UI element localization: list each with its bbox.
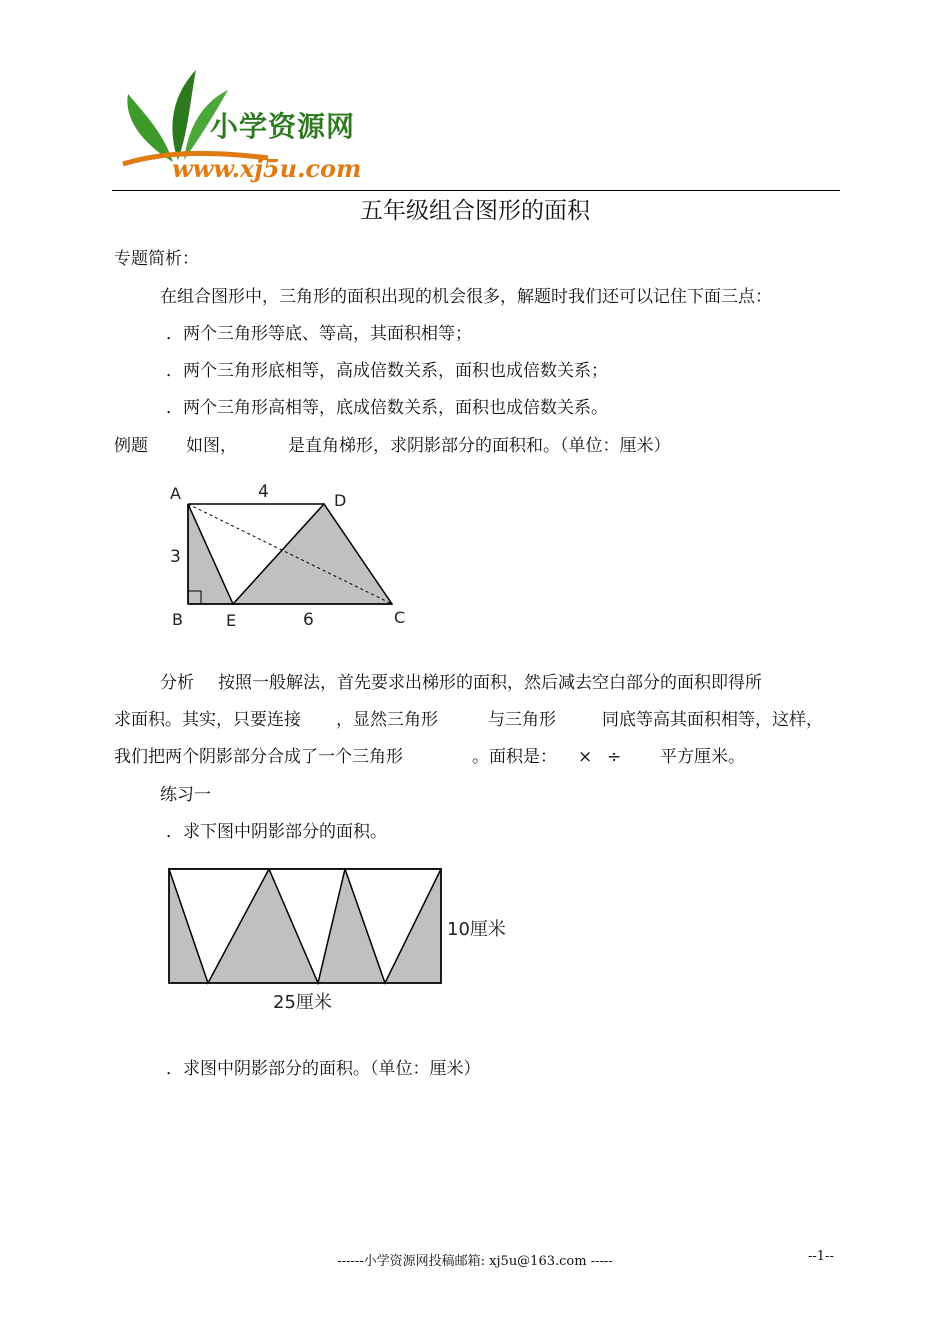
vertex-label-b: B [172, 610, 183, 629]
footer-text: ------小学资源网投稿邮箱: xj5u@163.com ----- [337, 1254, 613, 1269]
top-length-label: 4 [258, 482, 269, 502]
analysis-text: 同底等高其面积相等，这样， [602, 710, 823, 730]
page-number: --1-- [808, 1249, 834, 1264]
intro-point: ．两个三角形等底、等高，其面积相等； [166, 324, 472, 344]
times-sign: × [578, 747, 593, 767]
analysis-text: ，显然三角形 [336, 710, 438, 730]
analysis-text: 求面积。其实，只要连接 [114, 710, 301, 730]
vertex-label-e: E [226, 611, 237, 630]
vertex-label-c: C [394, 608, 406, 627]
example-label: 例题 [114, 436, 148, 456]
height-dimension-label: 10厘米 [447, 919, 506, 940]
example-text: 是直角梯形，求阴影部分的面积和。（单位：厘米） [288, 436, 671, 456]
vertex-label-d: D [334, 491, 347, 510]
divide-sign: ÷ [607, 747, 622, 767]
zigzag-figure [160, 860, 530, 1020]
page-title: 五年级组合图形的面积 [360, 198, 590, 224]
logo-url: www.xj5u.com [172, 154, 362, 183]
analysis-text: 。面积是： [472, 747, 557, 767]
logo-leaf-left [127, 94, 173, 162]
practice-question: ．求图中阴影部分的面积。（单位：厘米） [166, 1059, 481, 1079]
trapezoid-figure [160, 475, 420, 635]
analysis-text: 按照一般解法，首先要求出梯形的面积，然后减去空白部分的面积即得所 [218, 673, 762, 693]
shaded-triangle-right [233, 504, 392, 604]
practice-label: 练习一 [160, 785, 211, 805]
analysis-text: 我们把两个阴影部分合成了一个三角形 [114, 747, 403, 767]
header-divider [112, 190, 840, 191]
analysis-label: 分析 [160, 673, 194, 693]
intro-lead: 在组合图形中，三角形的面积出现的机会很多，解题时我们还可以记住下面三点： [160, 287, 772, 307]
example-text: 如图， [186, 436, 237, 456]
intro-label: 专题简析： [114, 249, 199, 269]
analysis-text: 与三角形 [488, 710, 556, 730]
bottom-length-label: 6 [303, 610, 314, 630]
practice-question: ．求下图中阴影部分的面积。 [166, 822, 387, 842]
vertex-label-a: A [170, 484, 181, 503]
shaded-triangle-left [188, 504, 233, 604]
analysis-text: 平方厘米。 [660, 747, 745, 767]
intro-point: ．两个三角形高相等，底成倍数关系，面积也成倍数关系。 [166, 398, 608, 418]
logo-title: 小学资源网 [210, 110, 356, 143]
height-label: 3 [170, 547, 181, 567]
intro-point: ．两个三角形底相等，高成倍数关系，面积也成倍数关系； [166, 361, 608, 381]
width-dimension-label: 25厘米 [273, 992, 332, 1013]
